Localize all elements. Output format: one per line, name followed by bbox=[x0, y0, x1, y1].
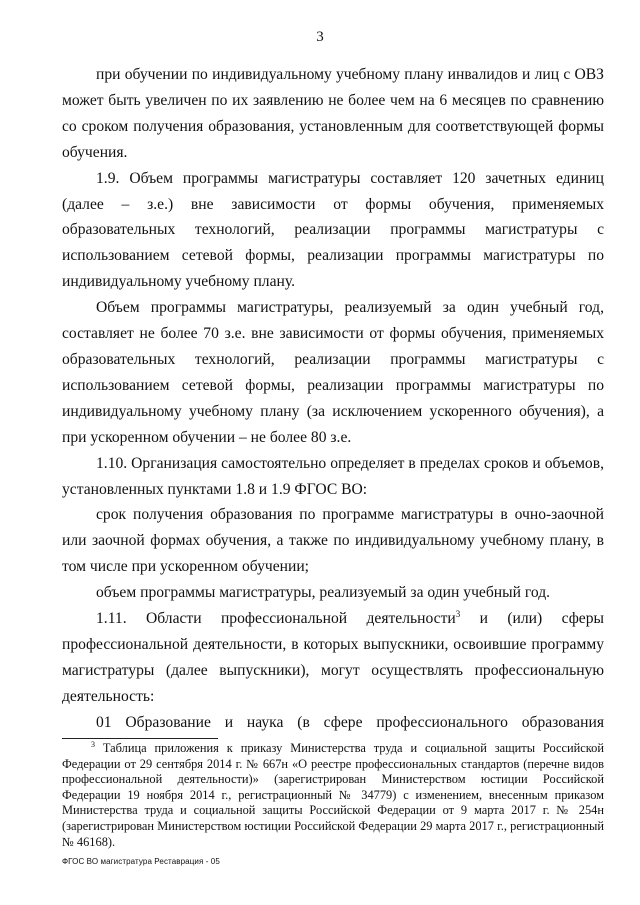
document-footer: ФГОС ВО магистратура Реставрация - 05 bbox=[62, 857, 220, 866]
paragraph-continuation: при обучении по индивидуальному учебному плану инвалидов и лиц с ОВЗ может быть увеличен по их заявлению не более чем на 6 месяцев по сравнению со сроком получения образования, установленным для соответствующей формы обучения. bbox=[62, 66, 604, 161]
paragraph-1-10: 1.10. Организация самостоятельно определяет в пределах сроков и объемов, установленных пунктами 1.8 и 1.9 ФГОС ВО: bbox=[62, 454, 604, 498]
paragraph-term: срок получения образования по программе магистратуры в очно-заочной или заочной формах обучения, а также по индивидуальному учебному плану, в том числе при ускоренном обучении; bbox=[62, 506, 604, 576]
footnote-paragraph bbox=[62, 741, 604, 850]
paragraph-volume: объем программы магистратуры, реализуемый за один учебный год. bbox=[96, 584, 551, 602]
footnote-reference: 3 bbox=[455, 608, 461, 619]
footnote-marker: 3 bbox=[91, 739, 95, 749]
paragraph-annual-volume: Объем программы магистратуры, реализуемый за один учебный год, составляет не более 70 з.е. вне зависимости от формы обучения, применяемых образовательных технологий, реализации программы магистратуры с использованием сетевой формы, реализации программы магистратуры по индивидуальному учебному плану (за исключением ускоренного обучения), а при ускоренном обучении – не более 80 з.е. bbox=[62, 299, 604, 446]
paragraph-1-9: 1.9. Объем программы магистратуры составляет 120 зачетных единиц (далее – з.е.) вне зависимости от формы обучения, применяемых образовательных технологий, реализации программы магистратуры с использованием сетевой формы, реализации программы магистратуры по индивидуальному учебному плану. bbox=[62, 169, 604, 291]
paragraph-field-01: 01 Образование и наука (в сфере профессионального образования bbox=[96, 713, 604, 731]
footnote bbox=[62, 741, 604, 850]
footnote-divider bbox=[62, 738, 218, 739]
paragraph-1-11-end: и (или) сферы профессиональной деятельности, в которых выпускники, освоившие программу магистратуры (далее выпускники), могут осуществлять профессиональную деятельность: bbox=[62, 610, 604, 705]
footnote-text: Таблица приложения к приказу Министерства труда и социальной защиты Российской Федерации от 29 сентября 2014 г. № 667н «О реестре профессиональных стандартов (перечне видов профессиональной деятельности)» (зарегистрирован Министерством юстиции Российской Федерации 19 ноября 2014 г., регистрационный № 34779) с изменением, внесенным приказом Министерства труда и социальной защиты Российской Федерации от 9 марта 2017 г. № 254н (зарегистрирован Министерством юстиции Российской Федерации 29 марта 2017 г., регистрационный № 46168). bbox=[62, 741, 604, 849]
paragraph-1-11-start: 1.11. Области профессиональной деятельности bbox=[96, 610, 456, 628]
body-text bbox=[62, 62, 604, 736]
page-number: 3 bbox=[316, 29, 324, 45]
paragraph-1-11 bbox=[62, 606, 604, 710]
